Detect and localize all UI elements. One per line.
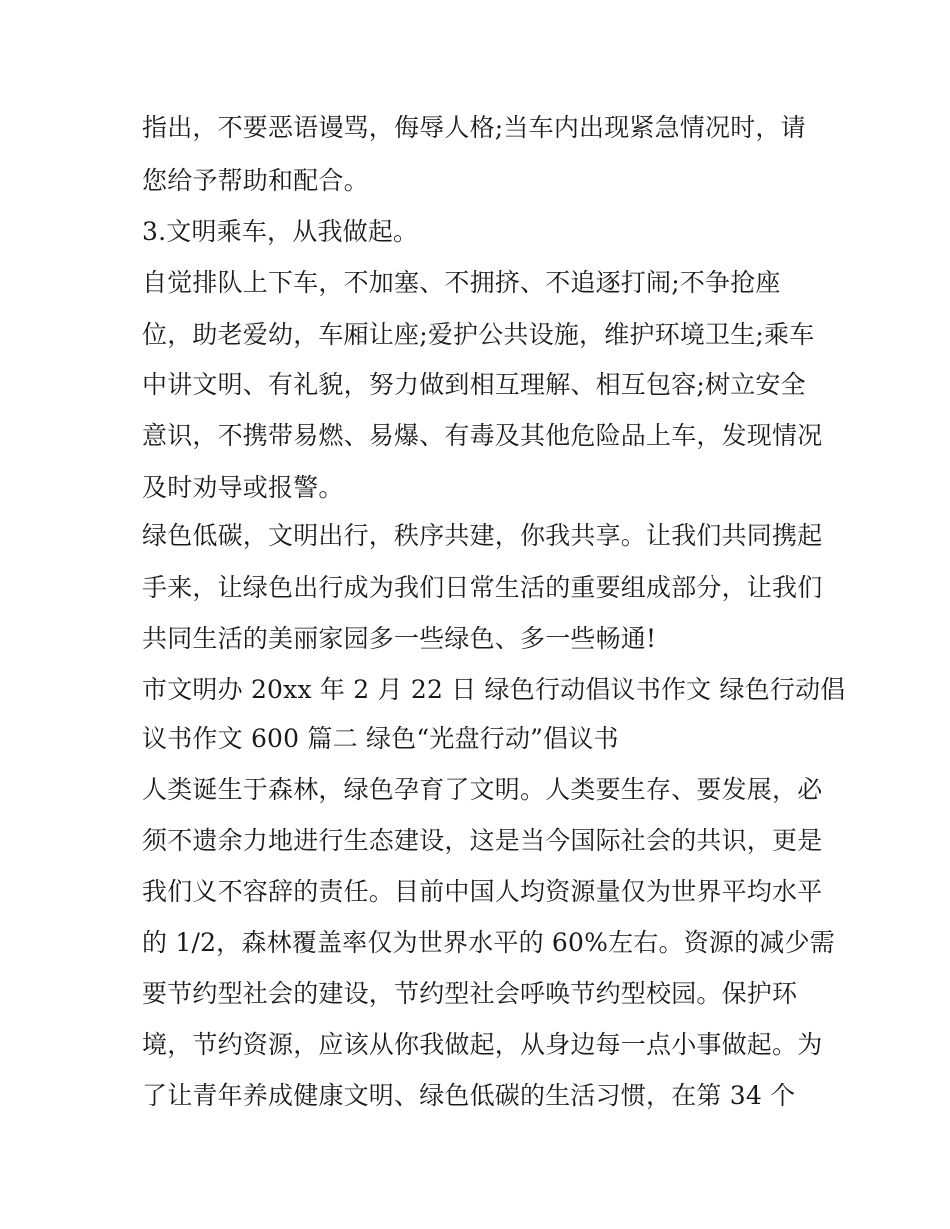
section-heading: 3.文明乘车，从我做起。	[142, 217, 419, 246]
text-line: 意识，不携带易燃、易爆、有毒及其他危险品上车，发现情况	[142, 421, 823, 450]
text-line: 境，节约资源，应该从你我做起，从身边每一点小事做起。为	[142, 1030, 823, 1059]
text-line: 共同生活的美丽家园多一些绿色、多一些畅通!	[142, 624, 657, 653]
text-line: 自觉排队上下车，不加塞、不拥挤、不追逐打闹;不争抢座	[142, 268, 781, 297]
text-line: 市文明办 20xx 年 2 月 22 日 绿色行动倡议书作文 绿色行动倡	[142, 675, 846, 704]
text-line: 了让青年养成健康文明、绿色低碳的生活习惯，在第 34 个	[142, 1081, 796, 1110]
text-line: 您给予帮助和配合。	[142, 166, 369, 195]
text-line: 须不遗余力地进行生态建设，这是当今国际社会的共识，更是	[142, 826, 823, 855]
text-line: 手来，让绿色出行成为我们日常生活的重要组成部分，让我们	[142, 573, 823, 602]
text-line: 要节约型社会的建设，节约型社会呼唤节约型校园。保护环	[142, 979, 798, 1008]
text-line: 绿色低碳，文明出行，秩序共建，你我共享。让我们共同携起	[142, 521, 823, 550]
text-line: 议书作文 600 篇二 绿色“光盘行动”倡议书	[142, 724, 619, 753]
text-line: 的 1/2，森林覆盖率仅为世界水平的 60%左右。资源的减少需	[142, 928, 835, 957]
text-line: 指出，不要恶语谩骂，侮辱人格;当车内出现紧急情况时，请	[142, 113, 806, 142]
text-line: 人类诞生于森林，绿色孕育了文明。人类要生存、要发展，必	[142, 775, 823, 804]
text-line: 中讲文明、有礼貌，努力做到相互理解、相互包容;树立安全	[142, 370, 806, 399]
text-line: 我们义不容辞的责任。目前中国人均资源量仅为世界平均水平	[142, 877, 823, 906]
text-line: 及时劝导或报警。	[142, 473, 344, 502]
text-line: 位，助老爱幼，车厢让座;爱护公共设施，维护环境卫生;乘车	[142, 320, 815, 349]
